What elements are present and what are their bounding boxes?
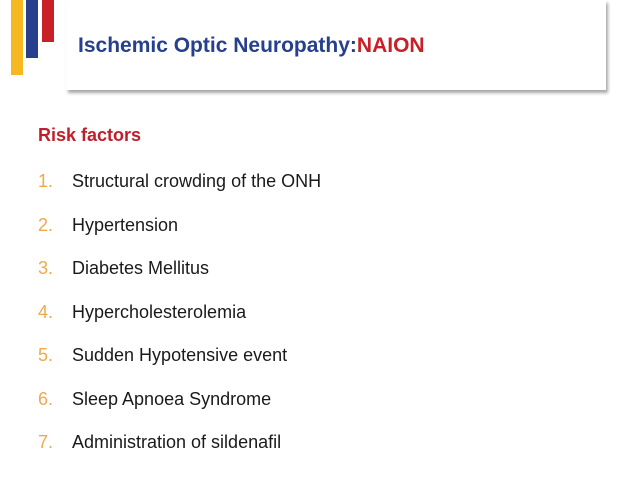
item-text: Hypercholesterolemia [72, 301, 247, 322]
item-text: Hypertension [72, 214, 179, 235]
item-text: Administration of sildenafil [72, 432, 282, 452]
list-item [38, 258, 321, 302]
title-accent: NAION [356, 34, 425, 57]
item-number: 5. [38, 345, 54, 365]
item-number: 2. [38, 214, 54, 235]
item-text: Sudden Hypotensive event [72, 345, 288, 365]
slide-title [78, 34, 425, 58]
list-item [38, 432, 321, 476]
item-number: 6. [38, 388, 54, 409]
list-item [38, 389, 321, 433]
list-item [38, 302, 321, 346]
item-number: 3. [38, 258, 54, 278]
list-item [38, 345, 321, 389]
item-text: Structural crowding of the ONH [72, 171, 322, 191]
item-number: 7. [38, 432, 54, 452]
decorative-bar-red [42, 0, 54, 42]
item-number: 1. [38, 171, 54, 191]
item-text: Diabetes Mellitus [72, 258, 210, 278]
risk-factor-list [38, 171, 321, 476]
section-heading: Risk factors [38, 125, 142, 145]
list-item [38, 215, 321, 259]
item-number: 4. [38, 301, 54, 322]
item-text: Sleep Apnoea Syndrome [72, 388, 272, 409]
title-main: Ischemic Optic Neuropathy: [78, 34, 357, 57]
list-item [38, 171, 321, 215]
decorative-bar-gold [11, 0, 23, 75]
decorative-bar-navy [26, 0, 38, 58]
